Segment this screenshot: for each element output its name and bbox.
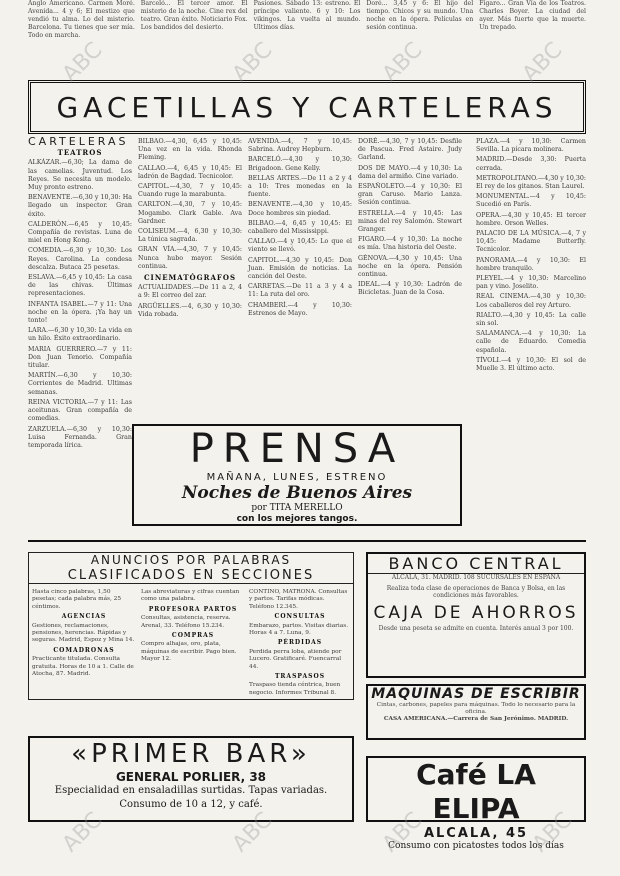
elipa-description: Consumo con picatostes todos los días xyxy=(388,841,564,851)
classified-text: Gestiones, reclamaciones, pensiones, herencias. Rápidas y seguras. Madrid, Espoz y Mina 14. xyxy=(32,622,135,644)
classified-text: Traspaso tienda céntrica, buen negocio. Informes Tribunal 8. xyxy=(249,682,341,696)
primer-bar-specialty: Especialidad en ensaladillas surtidas. Tapas variadas. xyxy=(54,785,328,796)
top-column: Pasiones. Sábado 13: estreno. El príncipe valiente. 6 y 10: Los vikingos. La vuelta al mundo. Ultimos días. xyxy=(253,0,361,31)
classified-category: PÉRDIDAS xyxy=(277,639,323,647)
classified-category: TRASPASOS xyxy=(274,673,326,681)
top-column: Doré... 3,45 y 6: El hijo del tiempo. Chicos y su mundo. Una noche en la ópera. Películas en sesión continua. xyxy=(366,0,474,31)
listings-column-5 xyxy=(476,138,586,538)
listing-item: MARTÍN.—6,30 y 10,30: Corrientes de Madrid. Ultimas semanas. xyxy=(28,372,132,396)
top-column-strip xyxy=(28,0,586,76)
listing-item: LARA.—6,30 y 10,30: La vida en un hilo. Éxito extraordinario. xyxy=(28,327,132,343)
listing-item: ZARZUELA.—6,30 y 10,30: Luisa Fernanda. Gran temporada lírica. xyxy=(28,425,132,449)
banco-address: ALCALÁ, 31. MADRID. 108 SUCURSALES EN ESPAÑA xyxy=(391,574,561,581)
primer-bar-ad xyxy=(28,736,354,822)
classified-category: COMPRAS xyxy=(171,632,215,640)
caja-description: Desde una peseta se admite en cuenta. Interés anual 3 por 100. xyxy=(378,624,574,632)
listing-item: METROPOLITANO.—4,30 y 10,30: El rey de los gitanos. Stan Laurel. xyxy=(476,174,586,191)
watermark: ABC xyxy=(57,37,108,88)
prensa-subtitle: MAÑANA, LUNES, ESTRENO xyxy=(206,472,388,483)
listing-item: MADRID.—Desde 3,30: Puerta cerrada. xyxy=(476,156,586,172)
classified-text: Compro alhajas, oro, plata, máquinas de escribir. Pago bien. Mayor 12. xyxy=(141,641,237,663)
listing-item: CAPITOL.—4,30, 7 y 10,45: Cuando ruge la marabunta. xyxy=(138,183,242,199)
classified-col-mid xyxy=(141,589,245,699)
listings-column-4 xyxy=(358,138,462,418)
classified-intro: Las abreviaturas y cifras cuentan como una palabra. xyxy=(141,589,240,603)
listing-item: MONUMENTAL.—4 y 10,45: Sucedió en París. xyxy=(476,193,586,209)
classified-header xyxy=(29,553,353,584)
maquinas-description: Cintas, carbones, papeles para máquinas. Todo lo necesario para la oficina. xyxy=(376,702,576,715)
listing-item: ESLAVA.—6,45 y 10,45: La casa de las chivas. Últimas representaciones. xyxy=(28,274,132,298)
classified-text: Practicante titulada. Consulta gratuita. Horas de 10 a 1. Calle de Atocha, 87. Madrid. xyxy=(32,656,134,678)
listing-item: BILBAO.—4,30, 6,45 y 10,45: Una vez en la vida. Rhonda Fleming. xyxy=(138,138,242,162)
listing-item: BENAVENTE.—4,30 y 10,45: Doce hombres sin piedad. xyxy=(248,201,352,217)
classified-col-right xyxy=(249,589,351,699)
listing-item: GRAN VÍA.—4,30, 7 y 10,45: Nunca hubo mayor. Sesión continua. xyxy=(138,246,242,270)
listing-item: PALACIO DE LA MÚSICA.—4, 7 y 10,45: Madame Butterfly. Tecnicolor. xyxy=(476,230,586,254)
listing-item: INFANTA ISABEL.—7 y 11: Una noche en la ópera. ¡Ya hay un tonto! xyxy=(28,300,132,325)
primer-bar-hours: Consumo de 10 a 12, y café. xyxy=(119,799,263,810)
listing-item: OPERA.—4,30 y 10,45: El tercer hombre. Orson Welles. xyxy=(476,211,586,227)
listing-item: ACTUALIDADES.—De 11 a 2, 4 a 9: El correo del zar. xyxy=(138,284,242,300)
classified-text: Embarazo, partos. Visitas diarias. Horas 4 a 7. Luna, 9. xyxy=(249,622,349,637)
listing-item: AVENIDA.—4, 7 y 10,45: Sabrina. Audrey Hepburn. xyxy=(248,138,352,154)
divider xyxy=(28,540,586,542)
classified-ads-box xyxy=(28,552,354,700)
listing-item: PLEYEL.—4 y 10,30: Marcelino pan y vino. Joselito. xyxy=(476,275,586,291)
listing-item: CALLAO.—4 y 10,45: Lo que el viento se llevó. xyxy=(248,238,352,254)
maquinas-ad xyxy=(366,684,586,740)
watermark: ABC xyxy=(57,807,108,858)
listing-item: PLAZA.—4 y 10,30: Carmen Sevilla. La pícara molinera. xyxy=(476,138,586,154)
carteleras-title: CARTELERAS xyxy=(28,135,129,148)
listing-item: BENAVENTE.—6,30 y 10,30: Ha llegado un inspector. Gran éxito. xyxy=(28,194,132,218)
primer-bar-title: «PRIMER BAR» xyxy=(71,739,311,769)
listing-item: IDEAL.—4 y 10,30: Ladrón de Bicicletas. Juan de la Cosa. xyxy=(358,281,462,297)
listing-item: CAPITOL.—4,30 y 10,45: Don Juan. Emisión de noticias. La canción del Oeste. xyxy=(248,256,352,281)
listing-item: CALDERÓN.—6,45 y 10,45: Compañía de revistas. Luna de miel en Hong Kong. xyxy=(28,220,132,245)
watermark: ABC xyxy=(527,807,578,858)
listing-item: BILBAO.—4, 6,45 y 10,45: El caballero del Mississippi. xyxy=(248,219,352,236)
prensa-tagline: con los mejores tangos. xyxy=(236,514,358,524)
listings-column-3 xyxy=(248,138,352,418)
listings-column-1 xyxy=(28,135,132,526)
caja-title: CAJA DE AHORROS xyxy=(373,602,579,623)
listing-item: BELLAS ARTES.—De 11 a 2 y 4 a 10: Tres monedas en la fuente. xyxy=(248,174,352,199)
watermark: ABC xyxy=(227,807,278,858)
listings-column-2 xyxy=(138,138,242,418)
listing-item: CARLTON.—4,30, 7 y 10,45: Mogambo. Clark Gable. Ava Gardner. xyxy=(138,201,242,225)
classified-subtitle: CLASIFICADOS EN SECCIONES xyxy=(67,568,315,583)
cinematografos-heading: CINEMATÓGRAFOS xyxy=(143,273,237,283)
listing-item: DOS DE MAYO.—4 y 10,30: La dama del armiño. Cine variado. xyxy=(358,164,462,180)
listing-item: ARGÜELLES.—4, 6,30 y 10,30: Vida robada. xyxy=(138,302,242,318)
classified-intro: Hasta cinco palabras, 1,50 pesetas; cada palabra más, 25 céntimos. xyxy=(32,589,122,610)
listing-item: COMEDIA.—6,30 y 10,30: Los Reyes. Carolina. La condesa descalza. Butaca 25 pesetas. xyxy=(28,247,132,271)
banco-title: BANCO CENTRAL xyxy=(368,554,584,574)
classified-text: CONTINO, MATRONA. Consultas y partos. Tarifas módicas. Teléfono 12.345. xyxy=(249,589,348,610)
listing-item: ESTRELLA.—4 y 10,45: Las minas del rey Salomón. Stewart Granger. xyxy=(358,209,462,234)
classified-col-left xyxy=(32,589,136,699)
prensa-movie: Noches de Buenos Aires xyxy=(181,483,413,503)
listing-item: PANORAMA.—4 y 10,30: El hombre tranquilo. xyxy=(476,256,586,272)
classified-text: Perdida perra loba, atiende por Lucero. Gratificaré. Fuencarral 44. xyxy=(249,648,342,670)
banco-central-ad xyxy=(366,552,586,678)
listing-item: RIALTO.—4,30 y 10,45: La calle sin sol. xyxy=(476,311,586,328)
listing-item: REINA VICTORIA.—7 y 11: Las aceitunas. Gran compañía de comedias. xyxy=(28,398,132,423)
elipa-address: ALCALA, 45 xyxy=(423,826,529,841)
listing-item: GÉNOVA.—4,30 y 10,45: Una noche en la ópera. Pensión continua. xyxy=(358,254,462,279)
prensa-star: por TITA MERELLO xyxy=(251,503,343,513)
listing-item: REAL CINEMA.—4,30 y 10,30: Los caballeros del rey Arturo. xyxy=(476,293,586,309)
prensa-title: PRENSA xyxy=(189,426,405,472)
teatros-heading: TEATROS xyxy=(57,148,103,158)
maquinas-title: MAQUINAS DE ESCRIBIR xyxy=(371,686,581,702)
classified-text: Consultas, asistencia, reserva. Arenal, 33. Teléfono 15.234. xyxy=(141,615,231,629)
listing-item: CHAMBERÍ.—4 y 10,30: Estrenos de Mayo. xyxy=(248,301,352,317)
banco-description: Realiza toda clase de operaciones de Banca y Bolsa, en las condiciones más favorables. xyxy=(386,584,566,599)
classified-category: PROFESORA PARTOS xyxy=(148,605,238,613)
watermark: ABC xyxy=(517,37,568,88)
classified-title: ANUNCIOS POR PALABRAS xyxy=(90,553,292,567)
top-column: Barceló... El tercer amor. El misterio de la noche. Cine rex del teatro. Gran éxito. Noticiario Fox. Los bandidos del desierto. xyxy=(140,0,248,31)
prensa-ad xyxy=(132,424,462,526)
listing-item: FIGARO.—4 y 10,30: La noche es mía. Una historia del Oeste. xyxy=(358,236,462,252)
classified-category: AGENCIAS xyxy=(61,613,107,621)
maquinas-address: CASA AMERICANA.—Carrera de San Jerónimo. MADRID. xyxy=(383,716,569,722)
elipa-title: Café LA ELIPA xyxy=(416,758,536,825)
section-title: GACETILLAS Y CARTELERAS xyxy=(56,90,558,124)
listing-item: CARRETAS.—De 11 a 3 y 4 a 11: La ruta del oro. xyxy=(248,283,352,299)
listing-item: COLISEUM.—4, 6,30 y 10,30: La túnica sagrada. xyxy=(138,228,242,244)
section-header xyxy=(28,80,586,134)
watermark: ABC xyxy=(377,807,428,858)
top-column: Fígaro... Gran Vía de los Teatros. Charles Boyer. La ciudad del ayer. Más fuerte que la muerte. Un trepado. xyxy=(479,0,586,31)
watermark: ABC xyxy=(377,37,428,88)
classified-category: CONSULTAS xyxy=(274,613,326,621)
watermark: ABC xyxy=(227,37,278,88)
listing-item: DORÉ.—4,30, 7 y 10,45: Desfile de Pascua. Fred Astaire. Judy Garland. xyxy=(358,138,462,162)
listing-item: TÍVOLI.—4 y 10,30: El sol de Muelle 3. El último acto. xyxy=(476,356,586,373)
listing-item: MARIA GUERRERO.—7 y 11: Don Juan Tenorio. Compañía titular. xyxy=(28,345,132,370)
primer-bar-address: GENERAL PORLIER, 38 xyxy=(115,770,267,784)
listing-item: CALLAO.—4, 6,45 y 10,45: El ladrón de Bagdad. Tecnicolor. xyxy=(138,164,242,180)
top-column: Anglo Americano. Carmen Moré. Avenida... 4 y 6; El mestizo que vendió tu alma. Lo del misterio. Barcelona. Tu tienes que ser mía. Todo en marcha. xyxy=(28,0,135,39)
listing-item: ESPAÑOLETO.—4 y 10,30: El gran Caruso. Mario Lanza. Sesión continua. xyxy=(358,183,462,207)
listing-item: ALKÁZAR.—6,30; La dama de las camelias. Juventud. Los Reyes. Se necesita un modelo. Muy pronto estreno. xyxy=(28,159,132,192)
listing-item: BARCELÓ.—4,30 y 10,30: Brigadoon. Gene Kelly. xyxy=(248,156,352,172)
listing-item: SALAMANCA.—4 y 10,30: La calle de Eduardo. Comedia española. xyxy=(476,330,586,354)
classified-category: COMADRONAS xyxy=(53,646,115,654)
